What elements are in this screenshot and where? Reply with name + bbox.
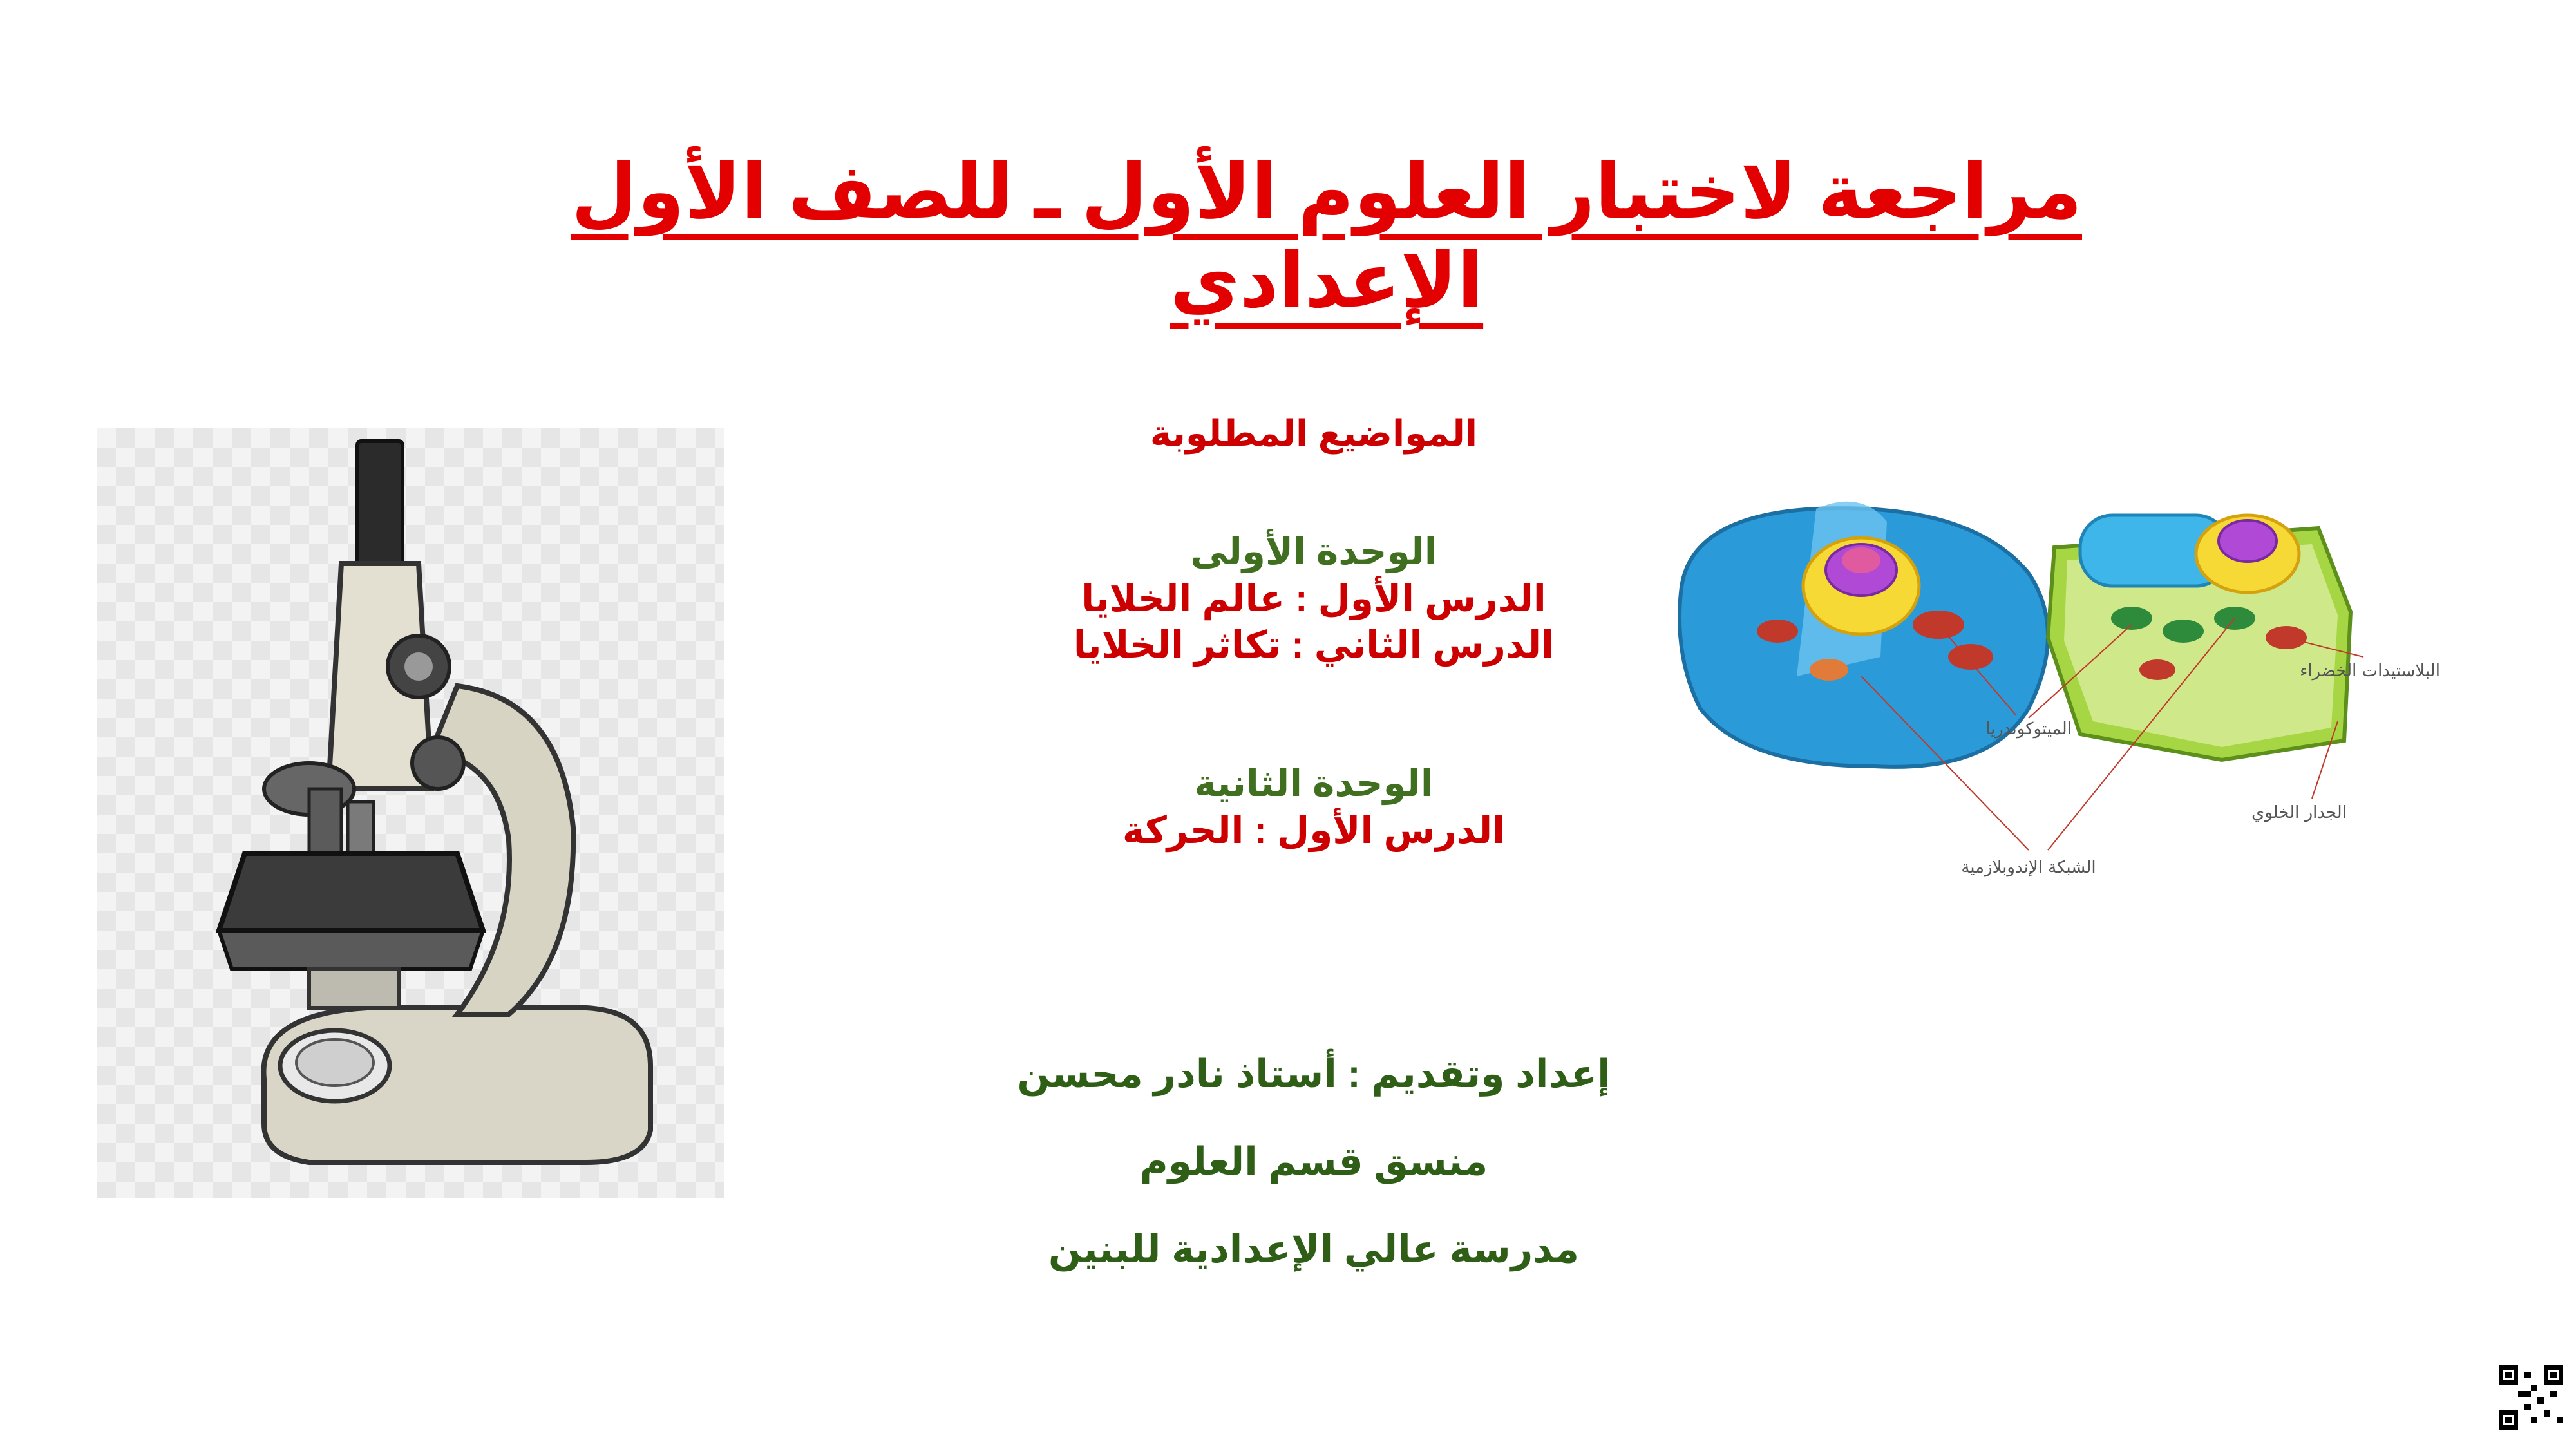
microscope-image: [97, 428, 724, 1198]
unit-one-section: [992, 528, 1636, 668]
school-line: مدرسة عالي الإعدادية للبنين: [1048, 1227, 1580, 1271]
unit-one-lesson-two: الدرس الثاني : تكاثر الخلايا: [1073, 624, 1555, 666]
label-mitochondria: الميتوكوندريا: [1985, 719, 2072, 739]
unit-two-section: [992, 760, 1636, 854]
unit-two-title: الوحدة الثانية: [1194, 762, 1434, 804]
label-chloroplasts: البلاستيدات الخضراء: [2300, 661, 2440, 681]
unit-one-title: الوحدة الأولى: [1190, 531, 1437, 573]
label-endoplasmic-reticulum: الشبكة الإندوبلازمية: [1961, 858, 2096, 877]
topics-heading: المواضيع المطلوبة: [1150, 413, 1478, 453]
coordinator-line: منسق قسم العلوم: [1139, 1140, 1488, 1183]
cell-diagram-image: [1668, 464, 2440, 889]
page-title: مراجعة لاختبار العلوم الأول ـ للصف الأول الإعدادي: [571, 149, 2082, 323]
label-cell-wall: الجدار الخلوي: [2251, 803, 2347, 822]
prepared-by-line: إعداد وتقديم : أستاذ نادر محسن: [1017, 1052, 1611, 1095]
unit-one-lesson-one: الدرس الأول : عالم الخلايا: [1081, 578, 1546, 620]
qr-code-icon: [2499, 1365, 2563, 1430]
credits-section: [992, 1030, 1636, 1293]
unit-two-lesson-one: الدرس الأول : الحركة: [1122, 810, 1506, 851]
